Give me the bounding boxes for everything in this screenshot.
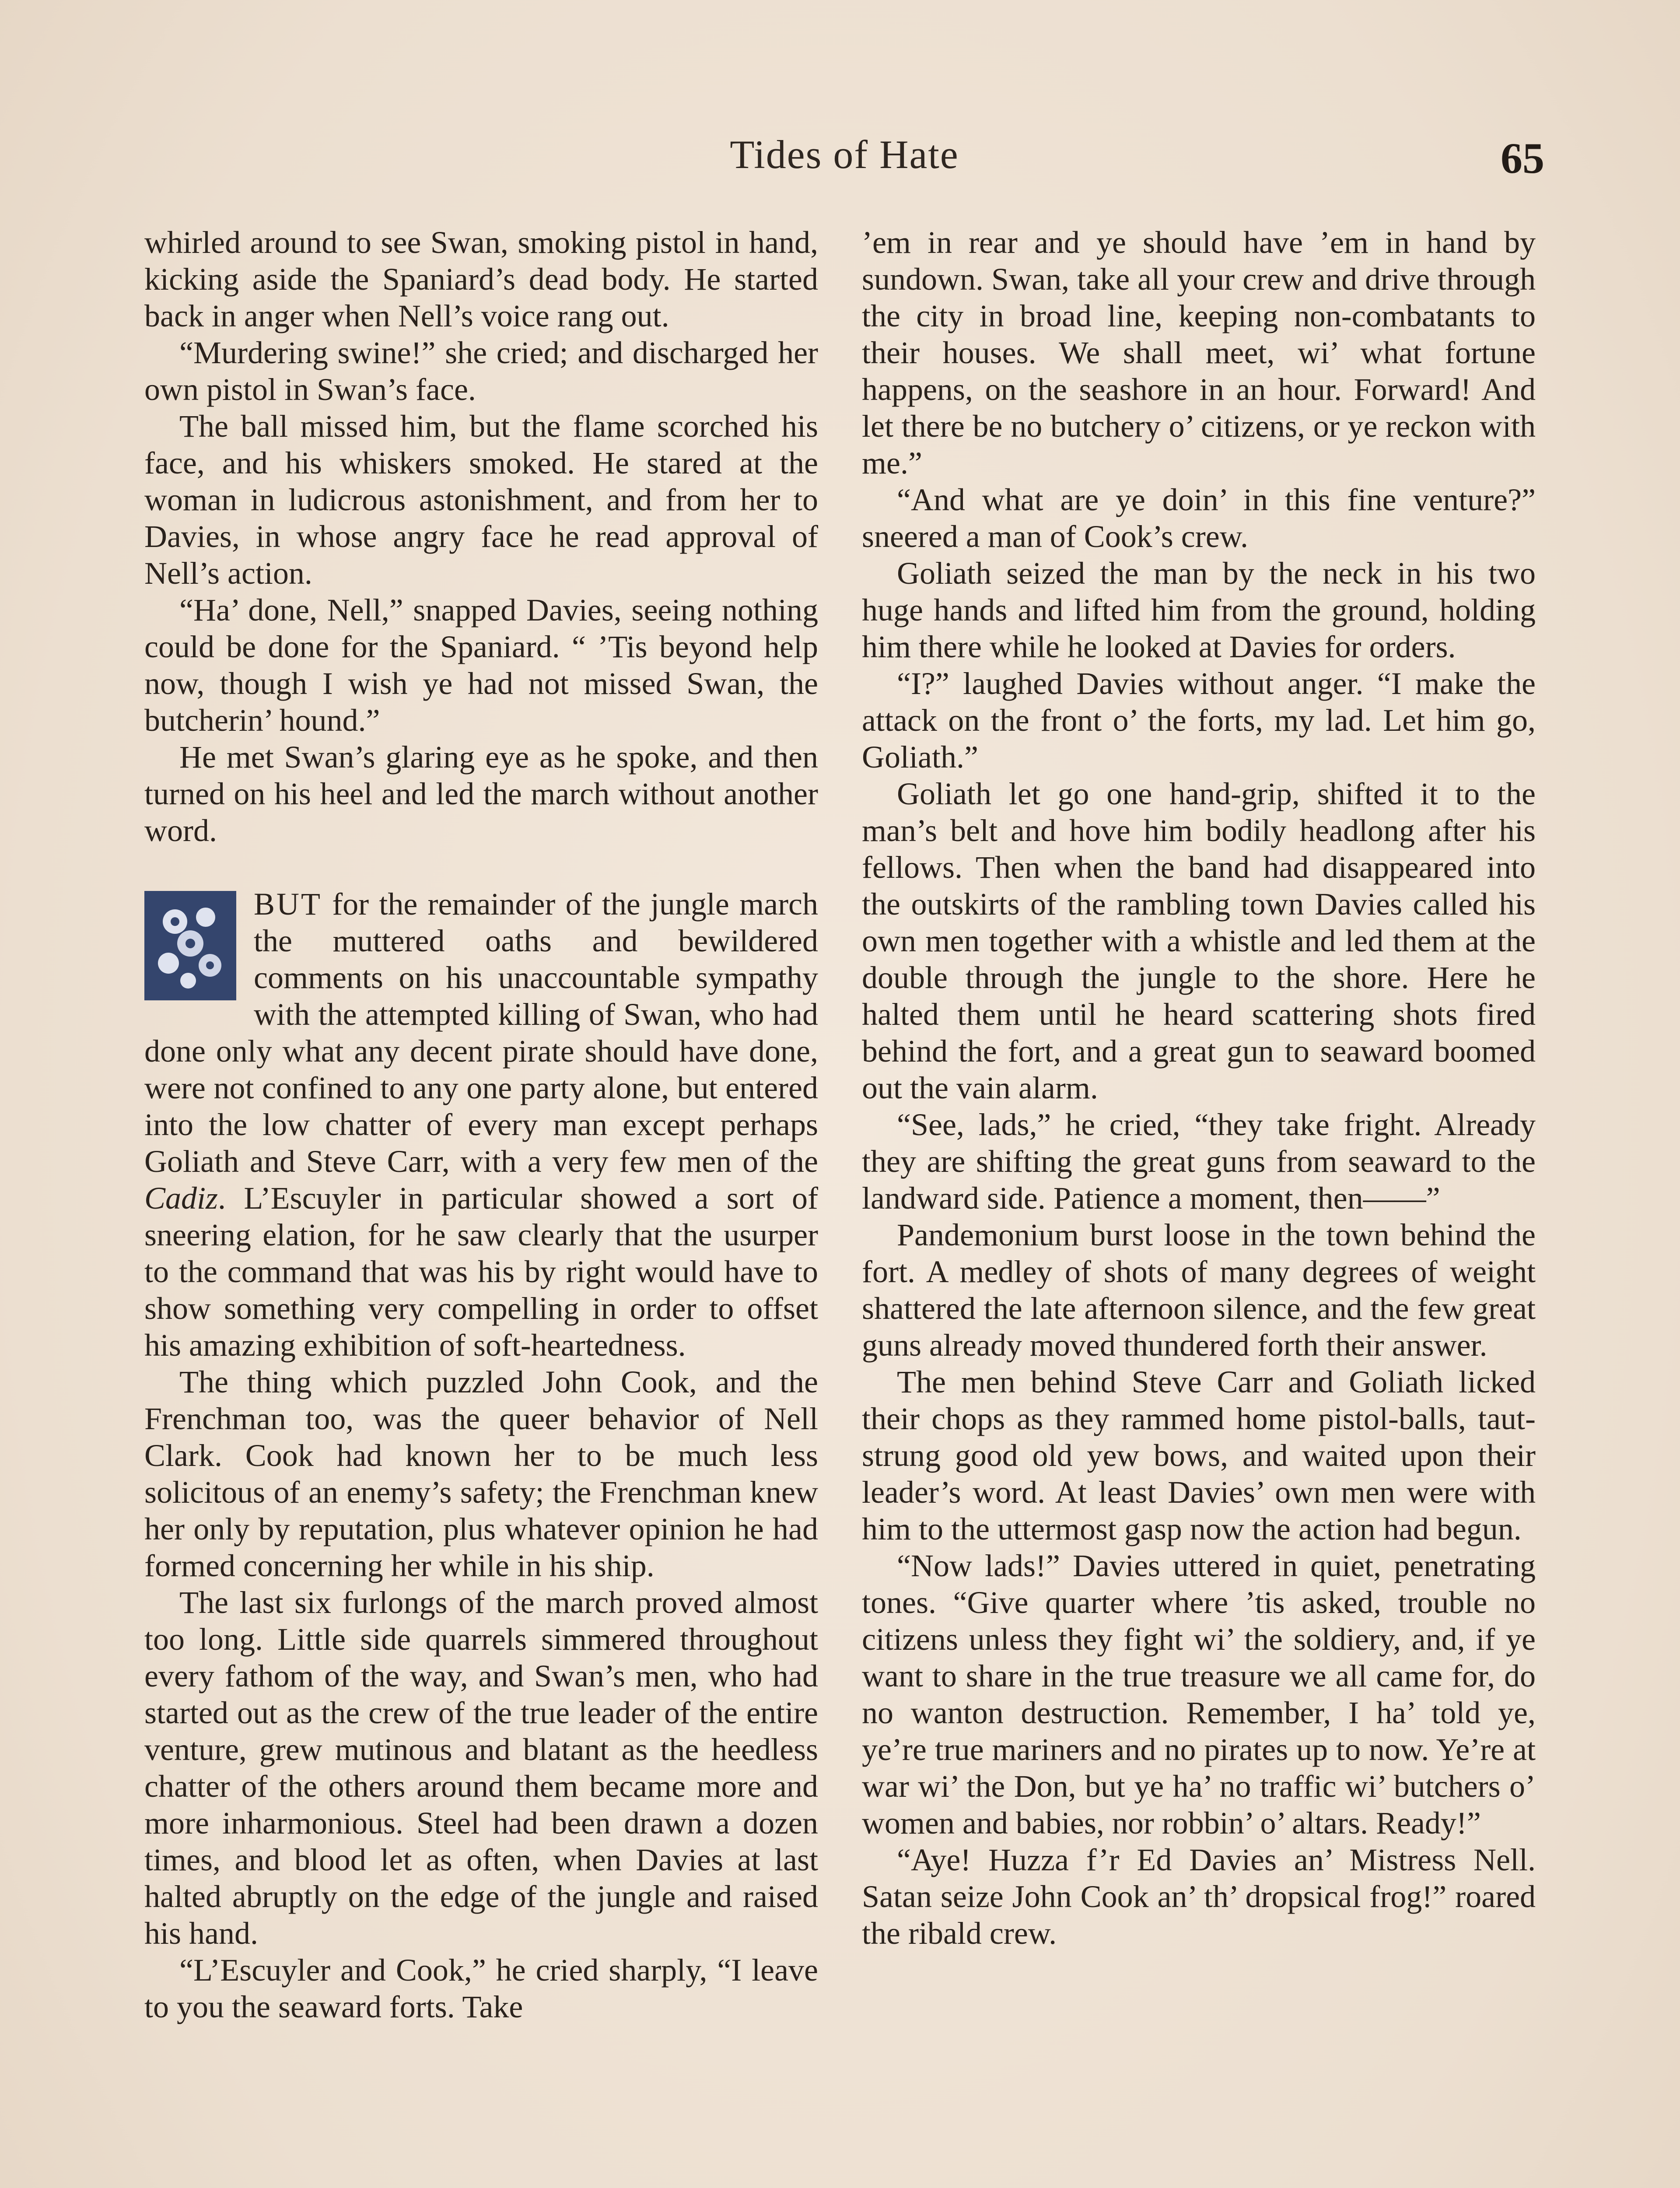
paragraph: ’em in rear and ye should have ’em in hand by sundown. Swan, take all your crew and drive through the city in broad line, keeping non-combatants to their houses. We shall meet, wi’ what fortune happens, on the seashore in an hour. Forward! And let there be no butchery o’ citizens, or ye reckon with me.” (862, 225, 1536, 480)
running-title: Tides of Hate (730, 132, 959, 177)
paragraph: The thing which puzzled John Cook, and the Frenchman too, was the queer behavior of Nell Clark. Cook had known her to be much less solicitous of an enemy’s safety; the Frenchman knew her only by reputation, plus whatever opinion he had formed concerning her while in his ship. (144, 1364, 818, 1583)
page-number: 65 (1501, 134, 1544, 182)
paragraph: “Now lads!” Davies uttered in quiet, penetrating tones. “Give quarter where ’tis asked, trouble no citizens unless they fight wi’ the soldiery, and, if ye want to share in the true treasure we all came for, do no wanton destruction. Remember, I ha’ told ye, ye’re true mariners and no pirates up to now. Ye’re at war wi’ the Don, but ye ha’ no traffic wi’ butchers o’ women and babies, nor robbin’ o’ altars. Ready!” (862, 1548, 1536, 1841)
paragraph: “Ha’ done, Nell,” snapped Davies, seeing nothing could be done for the Spaniard. “ ’Tis beyond help now, though I wish ye had not missed Swan, the butcherin’ hound.” (144, 593, 818, 738)
section-break (144, 849, 818, 886)
section-lead-word: BUT (254, 887, 322, 922)
paragraph: “Aye! Huzza f’r Ed Davies an’ Mistress Nell. Satan seize John Cook an’ th’ dropsical frog!” roared the ribald crew. (862, 1842, 1536, 1951)
paragraph: Goliath let go one hand-grip, shifted it to the man’s belt and hove him bodily headlong after his fellows. Then when the band had disappeared into the outskirts of the rambling town Davies called his own men together with a whistle and led them at the double through the jungle to the shore. Here he halted them until he heard scattering shots fired behind the fort, and a great gun to seaward boomed out the vain alarm. (862, 776, 1536, 1105)
page-header (144, 131, 1544, 184)
section-text: for the remainder of the jungle march the muttered oaths and bewildered comments on his unaccountable sympathy with the attempted killing of Swan, who had done only what any decent pirate should have done, were not confined to any one party alone, but entered into the low chatter of every man except perhaps Goliath and Steve Carr, with a very few men of the (144, 887, 818, 1179)
section-text-after: . L’Escuyler in particular showed a sort of sneering elation, for he saw clearly that the usurper to the command that was his by right would have to show something very compelling in order to offset his amazing exhibition of soft-heartedness. (144, 1181, 818, 1363)
paragraph: Pandemonium burst loose in the town behind the fort. A medley of shots of many degrees of weight shattered the late afternoon silence, and the few great guns already moved thundered forth their answer. (862, 1217, 1536, 1363)
section-opening-paragraph (144, 886, 818, 1364)
paragraph: He met Swan’s glaring eye as he spoke, and then turned on his heel and led the march without another word. (144, 740, 818, 848)
left-column (144, 224, 818, 2188)
paragraph: “I?” laughed Davies without anger. “I make the attack on the front o’ the forts, my lad. Let him go, Goliath.” (862, 666, 1536, 775)
paragraph: “And what are ye doin’ in this fine venture?” sneered a man of Cook’s crew. (862, 482, 1536, 554)
decorative-initial-ornament (144, 891, 236, 1000)
right-column (862, 224, 1536, 2188)
text-columns (144, 224, 1544, 2188)
paragraph: The ball missed him, but the flame scorched his face, and his whiskers smoked. He stared at the woman in ludicrous astonishment, and from her to Davies, in whose angry face he read approval of Nell’s action. (144, 409, 818, 591)
paragraph: Goliath seized the man by the neck in his two huge hands and lifted him from the ground, holding him there while he looked at Davies for orders. (862, 556, 1536, 664)
paragraph: The men behind Steve Carr and Goliath licked their chops as they rammed home pistol-balls, taut-strung good old yew bows, and waited upon their leader’s word. At least Davies’ own men were with him to the uttermost gasp now the action had begun. (862, 1364, 1536, 1546)
paragraph: “Murdering swine!” she cried; and discharged her own pistol in Swan’s face. (144, 335, 818, 407)
paragraph: whirled around to see Swan, smoking pistol in hand, kicking aside the Spaniard’s dead body. He started back in anger when Nell’s voice rang out. (144, 225, 818, 333)
paragraph: The last six furlongs of the march proved almost too long. Little side quarrels simmered throughout every fathom of the way, and Swan’s men, who had started out as the crew of the true leader of the entire venture, grew mutinous and blatant as the heedless chatter of the others around them became more and more inharmonious. Steel had been drawn a dozen times, and blood let as often, when Davies at last halted abruptly on the edge of the jungle and raised his hand. (144, 1585, 818, 1951)
ship-name: Cadiz (144, 1181, 218, 1216)
paragraph: “See, lads,” he cried, “they take fright. Already they are shifting the great guns from seaward to the landward side. Patience a moment, then——” (862, 1107, 1536, 1216)
paragraph: “L’Escuyler and Cook,” he cried sharply, “I leave to you the seaward forts. Take (144, 1953, 818, 2024)
flower-ornament-icon (144, 891, 236, 1000)
